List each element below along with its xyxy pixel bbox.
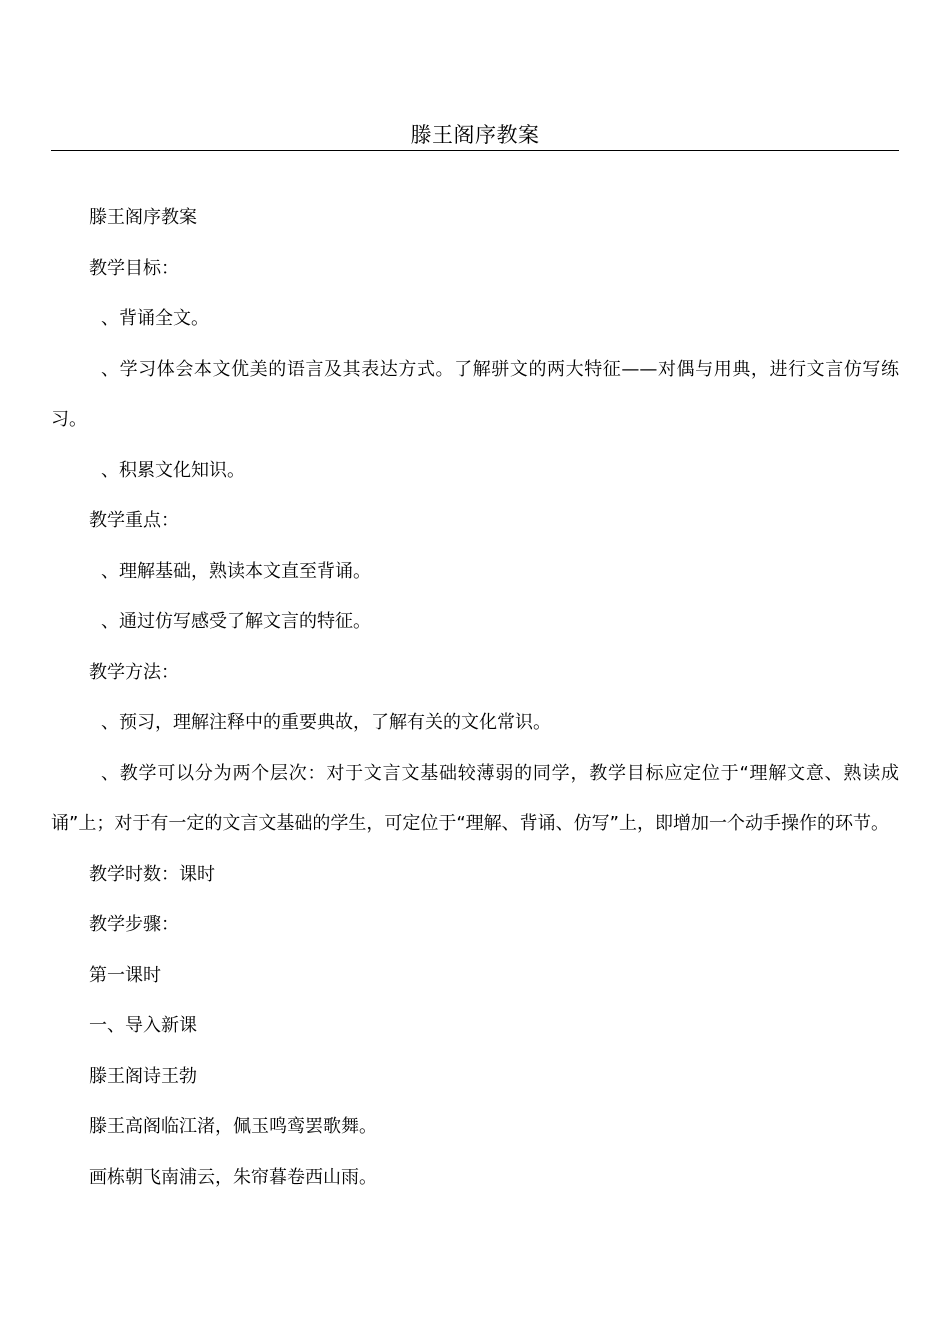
list-item-goal-3: 、积累文化知识。 — [101, 459, 245, 481]
page-header — [51, 118, 899, 151]
list-item-key-point-2: 、通过仿写感受了解文言的特征。 — [101, 611, 371, 632]
page-title: 滕王阁序教案 — [410, 123, 540, 147]
heading-teaching-methods: 教学方法： — [89, 661, 179, 683]
heading-teaching-steps: 教学步骤： — [89, 914, 179, 935]
list-item-method-1: 、预习，理解注释中的重要典故，了解有关的文化常识。 — [101, 712, 551, 733]
paragraph-class-hours: 教学时数：课时 — [89, 863, 215, 885]
list-item-method-2: 、教学可以分为两个层次：对于文言文基础较薄弱的同学，教学目标应定位于“理解文意、熟读成诵”上；对于有一定的文言文基础的学生，可定位于“理解、背诵、仿写”上，即增加一个动手操作的环节。 — [51, 762, 899, 834]
list-item-goal-1: 、背诵全文。 — [101, 308, 209, 329]
paragraph-doc-title: 滕王阁序教案 — [89, 207, 197, 228]
heading-introduction: 一、导入新课 — [89, 1015, 197, 1036]
document-body — [51, 193, 899, 1203]
heading-key-points: 教学重点： — [89, 510, 179, 531]
poem-title: 滕王阁诗王勃 — [89, 1065, 197, 1087]
poem-line-1: 滕王高阁临江渚，佩玉鸣鸾罢歌舞。 — [89, 1116, 377, 1137]
poem-line-2: 画栋朝飞南浦云，朱帘暮卷西山雨。 — [89, 1166, 377, 1188]
list-item-key-point-1: 、理解基础，熟读本文直至背诵。 — [101, 560, 371, 582]
heading-teaching-goals: 教学目标： — [89, 257, 179, 279]
list-item-goal-2: 、学习体会本文优美的语言及其表达方式。了解骈文的两大特征——对偶与用典，进行文言仿写练习。 — [51, 358, 899, 430]
heading-first-lesson: 第一课时 — [89, 964, 161, 986]
